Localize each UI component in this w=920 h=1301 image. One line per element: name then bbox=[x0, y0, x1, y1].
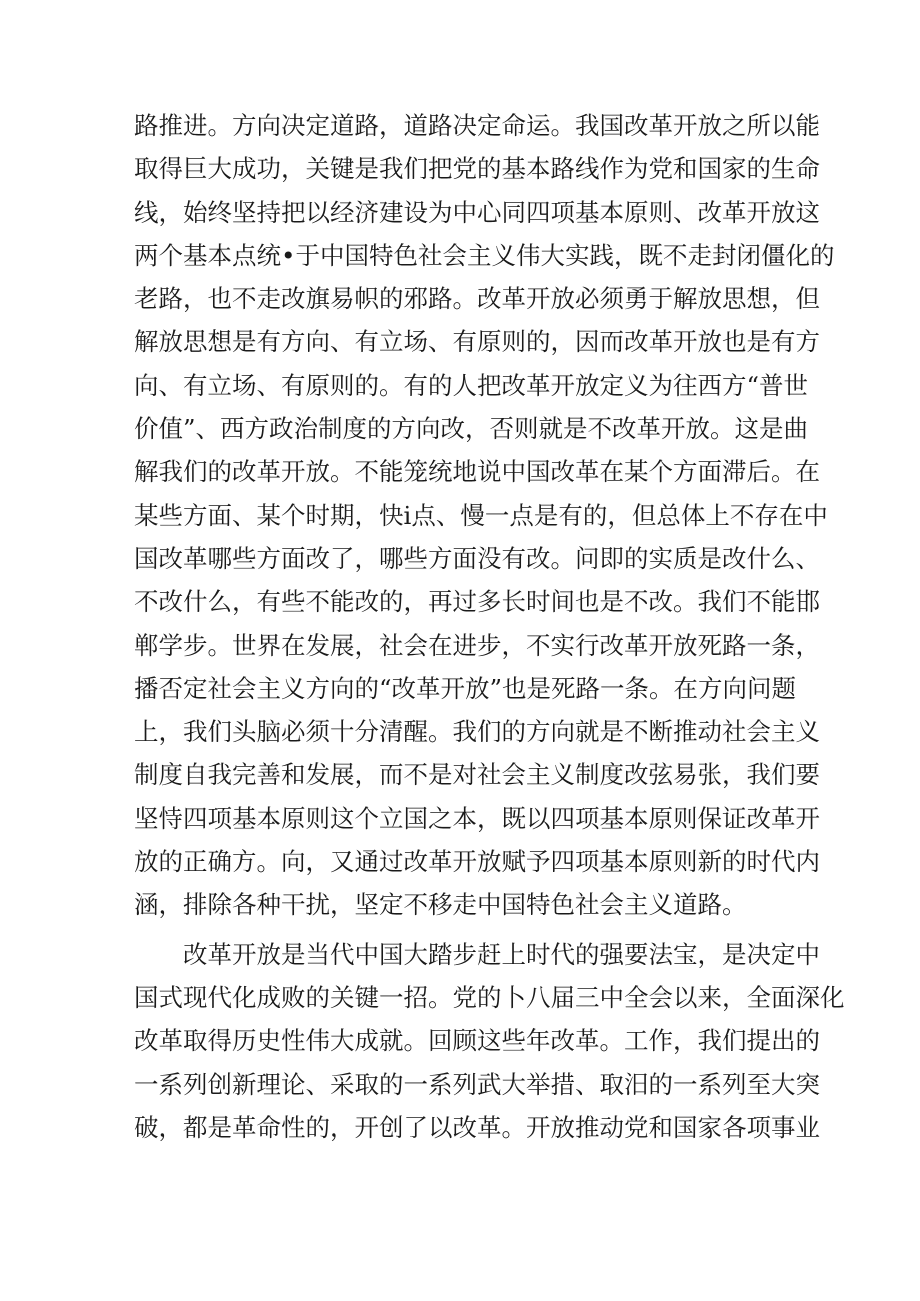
text-line: 涵，排除各种干扰，坚定不移走中国特色社会主义道路。 bbox=[134, 890, 747, 920]
text-line: 价值”、西方政治制度的方向改，否则就是不改革开放。这是曲 bbox=[134, 414, 809, 444]
text-line: 国改革哪些方面改了，哪些方面没有改。问即的实质是改什么、 bbox=[134, 543, 820, 573]
text-line: 向、有立场、有原则的。有的人把改革开放定义为往西方“普世 bbox=[134, 370, 809, 400]
text-line: 制度自我完善和发展，而不是对社会主义制度改弦易张，我们要 bbox=[134, 760, 820, 790]
text-line: 改革开放是当代中国大踏步赶上时代的强要法宝，是决定中 bbox=[183, 939, 820, 969]
text-line: 不改什么，有些不能改的，再过多长时间也是不改。我们不能邯 bbox=[134, 587, 820, 617]
text-line: 线，始终坚持把以经济建设为中心同四项基本原则、改革开放这 bbox=[134, 197, 820, 227]
text-line: 坚恃四项基本原则这个立国之本，既以四项基本原则保证改革开 bbox=[134, 803, 820, 833]
text-line: 改革取得历史性伟大成就。回顾这些年改革。工作，我们提出的 bbox=[134, 1026, 820, 1056]
text-line: 上，我们头脑必须十分清醒。我们的方向就是不断推动社会主义 bbox=[134, 717, 820, 747]
text-line: 解我们的改革开放。不能笼统地说中国改革在某个方面滞后。在 bbox=[134, 457, 820, 487]
text-line: 两个基本点统•于中国特色社会主义伟大实践，既不走封闭僵化的 bbox=[134, 240, 835, 270]
text-line: 某些方面、某个时期，快i点、慢一点是有的，但总体上不存在中 bbox=[134, 500, 828, 530]
text-line: 取得巨大成功，关键是我们把党的基本路线作为党和国家的生命 bbox=[134, 154, 820, 184]
paragraph-2 bbox=[134, 933, 845, 1149]
text-line: 一系列创新理论、采取的一系列武大举措、取汨的一系列至大突 bbox=[134, 1069, 820, 1099]
text-line: 放的正确方。向，又通过改革开放赋予四项基本原则新的时代内 bbox=[134, 847, 820, 877]
text-line: 破，都是革命性的，开创了以改革。开放推动党和国家各项事业 bbox=[134, 1112, 820, 1142]
text-line: 国式现代化成败的关键一招。党的卜八届三中全会以来，全面深化 bbox=[134, 982, 845, 1012]
text-line: 解放思想是有方向、有立场、有原则的，因而改革开放也是有方 bbox=[134, 327, 820, 357]
text-line: 老路，也不走改旗易帜的邪路。改革开放必须勇于解放思想，但 bbox=[134, 284, 820, 314]
text-line: 郸学步。世界在发展，社会在进步，不实行改革开放死路一条， bbox=[134, 630, 820, 660]
body-text bbox=[134, 104, 845, 1149]
text-line: 播否定社会主义方向的“改革开放”也是死路一条。在方向问题 bbox=[134, 673, 797, 703]
paragraph-1 bbox=[134, 104, 835, 927]
text-line: 路推进。方向决定道路，道路决定命运。我国改革开放之所以能 bbox=[134, 111, 820, 140]
